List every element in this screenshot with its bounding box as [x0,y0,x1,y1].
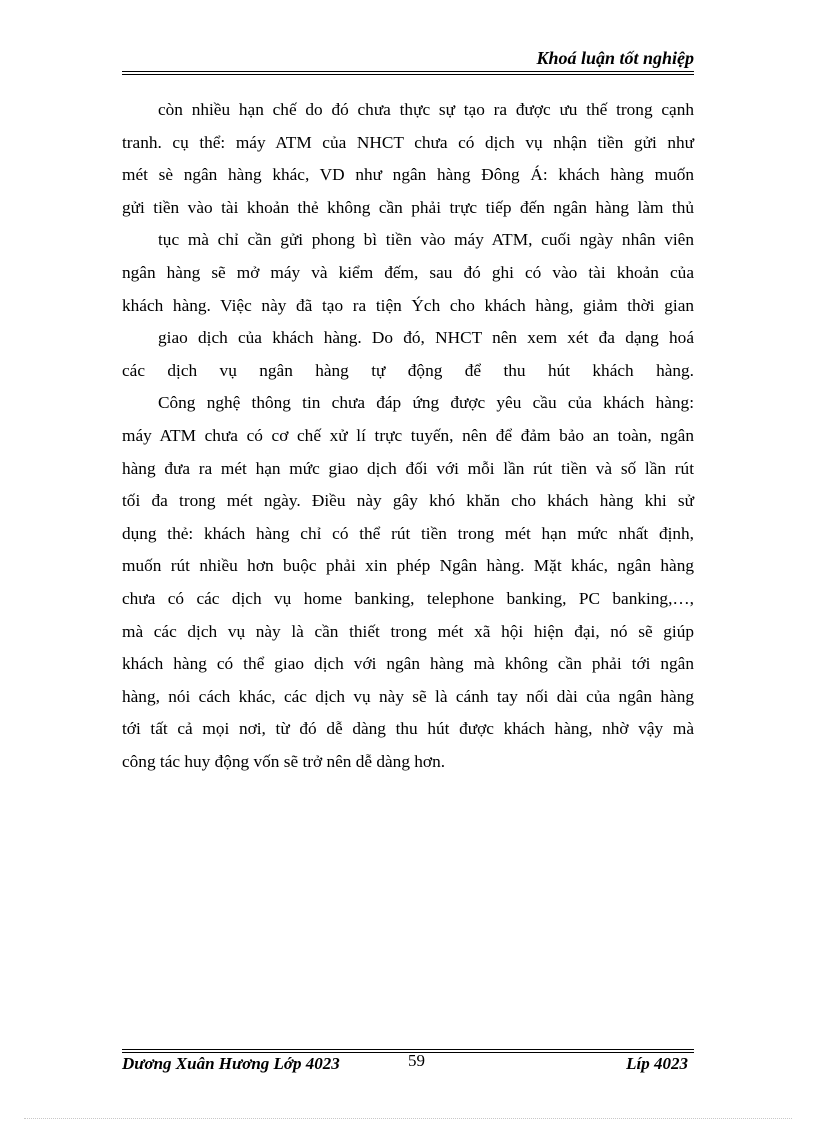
text-line: còn nhiều hạn chế do đó chưa thực sự tạo ra được ưu thế trong cạnh [158,100,694,119]
text-line: tục mà chỉ cần gửi phong bì tiền vào máy ATM, cuối ngày nhân viên [158,230,694,250]
header-rule [122,71,694,75]
text-line: tới tất cả mọi nơi, từ đó dễ dàng thu hút được khách hàng, nhờ vậy mà [122,719,694,739]
footer-author: Dương Xuân Hương Lớp 4023 [122,1054,340,1073]
text-line: máy ATM chưa có cơ chế xử lí trực tuyến, nên để đảm bảo an toàn, ngân [122,425,694,445]
text-line: tranh. cụ thể: máy ATM của NHCT chưa có dịch vụ nhận tiền gửi như [122,132,694,152]
text-line: hàng đưa ra mét hạn mức giao dịch đối với mỗi lần rút tiền và số lần rút [122,458,694,478]
text-line: gửi tiền vào tài khoản thẻ không cần phải trực tiếp đến ngân hàng làm thủ [122,197,694,217]
text-line: các dịch vụ ngân hàng tự động để thu hút khách hàng. [122,360,694,380]
body-text [122,94,694,778]
text-line: muốn rút nhiều hơn buộc phải xin phép Ngân hàng. Mặt khác, ngân hàng [122,556,694,576]
text-line: tối đa trong mét ngày. Điều này gây khó khăn cho khách hàng khi sử [122,491,694,511]
text-line: khách hàng. Việc này đã tạo ra tiện Ých cho khách hàng, giảm thời gian [122,295,694,315]
page-bottom-dotted-line [24,1118,792,1119]
text-line: chưa có các dịch vụ home banking, telephone banking, PC banking,…, [122,588,694,608]
text-line: mét sè ngân hàng khác, VD như ngân hàng Đông Á: khách hàng muốn [122,165,694,185]
footer-class: Líp 4023 [626,1054,688,1073]
text-line: mà các dịch vụ này là cần thiết trong mét xã hội hiện đại, nó sẽ giúp [122,621,694,641]
text-line: giao dịch của khách hàng. Do đó, NHCT nên xem xét đa dạng hoá [158,328,694,348]
text-line: công tác huy động vốn sẽ trở nên dễ dàng hơn. [122,751,446,771]
text-line: ngân hàng sẽ mở máy và kiểm đếm, sau đó ghi có vào tài khoản của [122,262,694,282]
header-title: Khoá luận tốt nghiệp [536,48,694,68]
text-line: Công nghệ thông tin chưa đáp ứng được yêu cầu của khách hàng: [158,393,694,413]
page-number: 59 [408,1051,425,1070]
text-line: khách hàng có thể giao dịch với ngân hàng mà không cần phải tới ngân [122,654,694,674]
text-line: hàng, nói cách khác, các dịch vụ này sẽ là cánh tay nối dài của ngân hàng [122,686,694,706]
text-line: dụng thẻ: khách hàng chỉ có thể rút tiền trong mét hạn mức nhất định, [122,523,694,543]
